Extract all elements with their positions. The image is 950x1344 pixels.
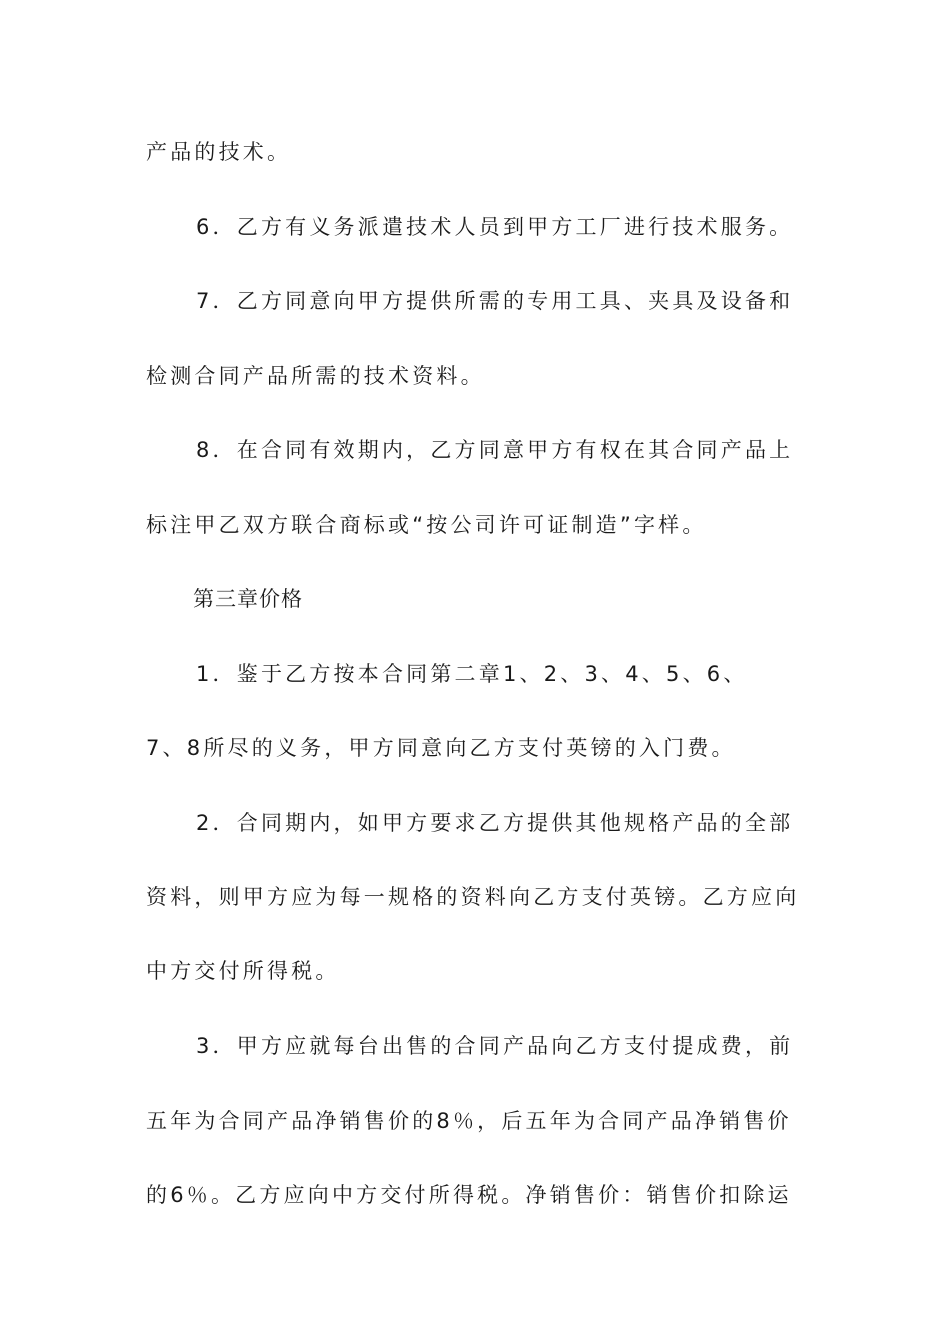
price-clause-3-line: 3．甲方应就每台出售的合同产品向乙方支付提成费，前	[196, 1034, 794, 1058]
price-clause-2-tail: 中方交付所得税。	[146, 959, 340, 983]
chapter-heading: 第三章价格	[193, 587, 303, 611]
price-clause-3-continuation: 五年为合同产品净销售价的8％，后五年为合同产品净销售价	[146, 1109, 792, 1133]
price-clause-1-line: 1．鉴于乙方按本合同第二章1、2、3、4、5、6、	[196, 662, 748, 686]
price-clause-3-tail: 的6％。乙方应向中方交付所得税。净销售价：销售价扣除运	[146, 1183, 792, 1207]
price-clause-2-line: 2．合同期内，如甲方要求乙方提供其他规格产品的全部	[196, 811, 794, 835]
clause-6-line: 6．乙方有义务派遣技术人员到甲方工厂进行技术服务。	[196, 215, 794, 239]
clause-7-line: 7．乙方同意向甲方提供所需的专用工具、夹具及设备和	[196, 289, 794, 313]
price-clause-1-continuation: 7、8所尽的义务，甲方同意向乙方支付英镑的入门费。	[146, 736, 736, 760]
clause-7-continuation: 检测合同产品所需的技术资料。	[146, 364, 485, 388]
paragraph-line: 产品的技术。	[146, 140, 292, 164]
clause-8-continuation: 标注甲乙双方联合商标或“按公司许可证制造”字样。	[146, 513, 707, 537]
price-clause-2-continuation: 资料，则甲方应为每一规格的资料向乙方支付英镑。乙方应向	[146, 885, 800, 909]
clause-8-line: 8．在合同有效期内，乙方同意甲方有权在其合同产品上	[196, 438, 794, 462]
